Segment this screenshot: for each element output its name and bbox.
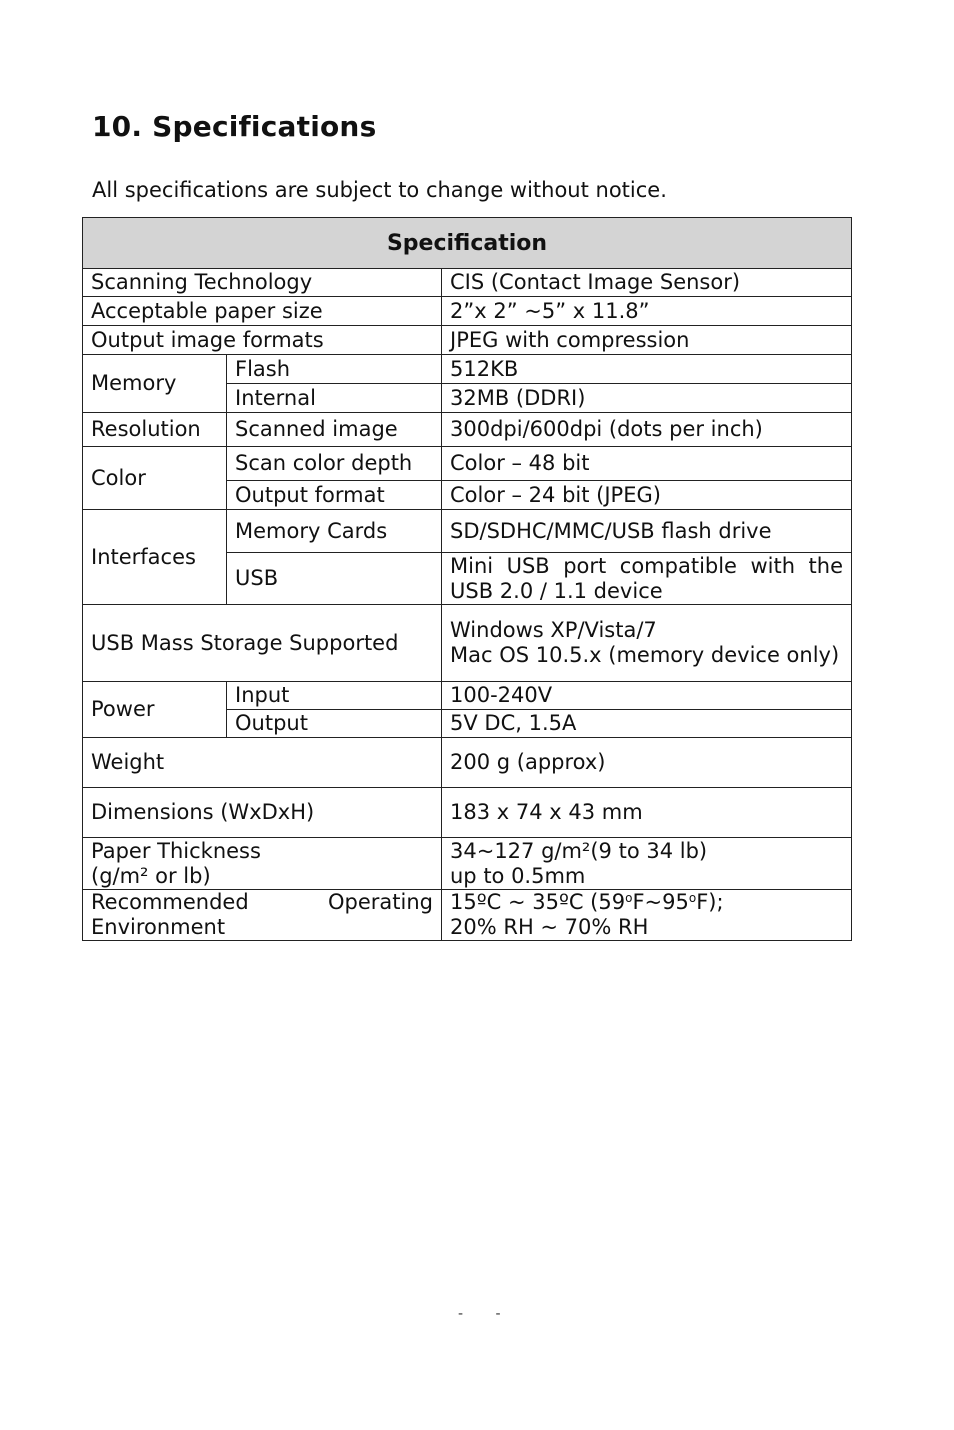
value-text: F); <box>696 890 724 914</box>
table-row <box>83 510 852 553</box>
row-value: 34~127 g/m²(9 to 34 lb) up to 0.5mm <box>442 838 852 890</box>
row-group-label: Color <box>83 447 227 510</box>
table-row <box>83 413 852 447</box>
table-row <box>83 682 852 710</box>
value-text: F~95 <box>632 890 689 914</box>
table-row <box>83 447 852 481</box>
value-line: Mac OS 10.5.x (memory device only) <box>450 643 840 667</box>
table-row <box>83 297 852 326</box>
table-header: Specification <box>83 218 852 269</box>
row-sublabel: Input <box>227 682 442 710</box>
specification-table <box>82 217 852 941</box>
row-value: 183 x 74 x 43 mm <box>442 788 852 838</box>
row-value: Color – 48 bit <box>442 447 852 481</box>
row-value: Mini USB port compatible with the USB 2.0 / 1.1 device <box>442 553 852 605</box>
label-line <box>91 890 433 915</box>
table-row <box>83 326 852 355</box>
table-row <box>83 269 852 297</box>
row-value: 200 g (approx) <box>442 738 852 788</box>
row-label: Output image formats <box>83 326 442 355</box>
row-value: CIS (Contact Image Sensor) <box>442 269 852 297</box>
row-label: Paper Thickness (g/m² or lb) <box>83 838 442 890</box>
row-group-label: Power <box>83 682 227 738</box>
row-value: 32MB (DDRI) <box>442 384 852 413</box>
row-group-label: Interfaces <box>83 510 227 605</box>
label-line: Environment <box>91 915 226 939</box>
row-value: 100-240V <box>442 682 852 710</box>
row-sublabel: Memory Cards <box>227 510 442 553</box>
row-sublabel: USB <box>227 553 442 605</box>
row-label: USB Mass Storage Supported <box>83 605 442 682</box>
page-title: 10. Specifications <box>92 110 377 143</box>
row-sublabel: Output <box>227 710 442 738</box>
row-value: SD/SDHC/MMC/USB flash drive <box>442 510 852 553</box>
table-row <box>83 788 852 838</box>
value-text: 15ºC ~ 35ºC (59 <box>450 890 626 914</box>
label-word: Operating <box>328 890 433 914</box>
row-value <box>442 890 852 941</box>
table-header-row <box>83 218 852 269</box>
row-label: Scanning Technology <box>83 269 442 297</box>
row-label: Weight <box>83 738 442 788</box>
table-row <box>83 838 852 890</box>
page-number-marker: - - <box>458 1306 515 1322</box>
row-label <box>83 890 442 941</box>
table-row <box>83 890 852 941</box>
row-label: Acceptable paper size <box>83 297 442 326</box>
row-value: 512KB <box>442 355 852 384</box>
row-sublabel: Flash <box>227 355 442 384</box>
row-group-label: Memory <box>83 355 227 413</box>
row-value: JPEG with compression <box>442 326 852 355</box>
row-sublabel: Output format <box>227 481 442 510</box>
row-sublabel: Internal <box>227 384 442 413</box>
label-word: Recommended <box>91 890 249 914</box>
degree-mark: o <box>688 891 697 905</box>
row-group-label: Resolution <box>83 413 227 447</box>
value-line: Windows XP/Vista/7 <box>450 618 657 642</box>
table-row <box>83 355 852 384</box>
value-line: 20% RH ~ 70% RH <box>450 915 649 939</box>
disclaimer-note: All specifications are subject to change without notice. <box>92 178 667 202</box>
row-label: Dimensions (WxDxH) <box>83 788 442 838</box>
row-value: Color – 24 bit (JPEG) <box>442 481 852 510</box>
row-value: 300dpi/600dpi (dots per inch) <box>442 413 852 447</box>
row-value: 2”x 2” ~5” x 11.8” <box>442 297 852 326</box>
degree-mark: o <box>625 891 633 905</box>
table-row <box>83 605 852 682</box>
value-line <box>450 890 843 915</box>
row-sublabel: Scanned image <box>227 413 442 447</box>
table-row <box>83 738 852 788</box>
row-sublabel: Scan color depth <box>227 447 442 481</box>
row-value <box>442 605 852 682</box>
row-value: 5V DC, 1.5A <box>442 710 852 738</box>
